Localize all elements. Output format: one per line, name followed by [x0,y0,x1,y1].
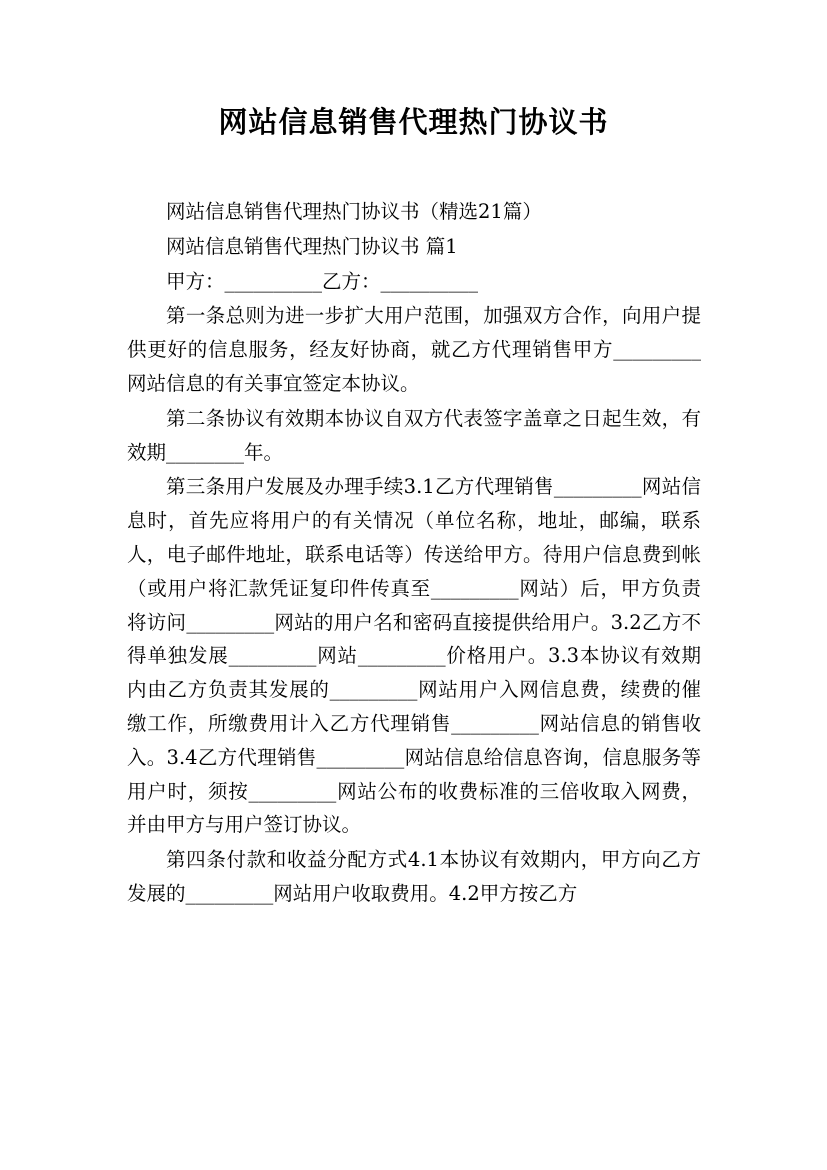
document-title: 网站信息销售代理热门协议书 [218,105,609,139]
paragraph-chapter-heading: 网站信息销售代理热门协议书 篇1 [166,234,458,258]
paragraph-article-2: 第二条协议有效期本协议自双方代表签字盖章之日起生效，有效期________年。 [127,406,701,464]
paragraph-parties: 甲方：__________乙方：__________ [166,269,479,293]
paragraph-article-4: 第四条付款和收益分配方式4.1本协议有效期内，甲方向乙方发展的_________网站用户收取费用。4.2甲方按乙方 [127,848,701,905]
paragraph-article-1: 第一条总则为进一步扩大用户范围，加强双方合作，向用户提供更好的信息服务，经友好协商，就乙方代理销售甲方_________网站信息的有关事宜签定本协议。 [127,304,701,395]
document-body [127,195,701,912]
paragraph-subtitle: 网站信息销售代理热门协议书（精选21篇） [166,200,542,223]
paragraph-article-3: 第三条用户发展及办理手续3.1乙方代理销售_________网站信息时，首先应将用户的有关情况（单位名称，地址，邮编，联系人，电子邮件地址，联系电话等）传送给甲方。待用户信息费到帐（或用户将汇款凭证复印件传真至_________网站）后，甲方负责将访问_________网站的用户名和密码直接提供给用户。3.2乙方不得单独发展_________网站_________价格用户。3.3本协议有效期内由乙方负责其发展的_________网站用户入网信息费，续费的催缴工作，所缴费用计入乙方代理销售_________网站信息的销售收入。3.4乙方代理销售_________网站信息给信息咨询，信息服务等用户时，须按_________网站公布的收费标准的三倍收取入网费，并由甲方与用户签订协议。 [127,475,701,837]
